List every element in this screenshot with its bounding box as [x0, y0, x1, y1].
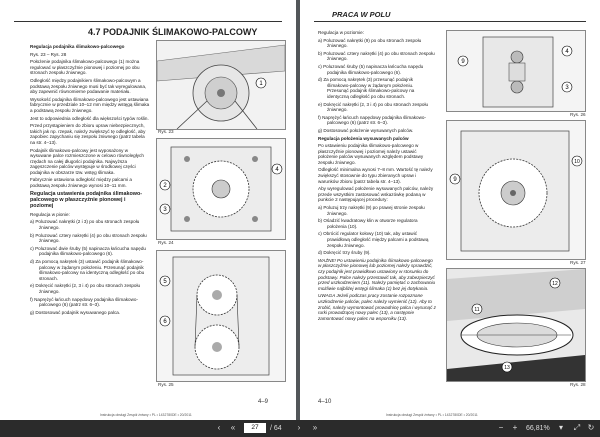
svg-text:9: 9 [461, 59, 465, 65]
svg-text:5: 5 [163, 279, 167, 285]
step: c) Poluzować dwie śruby (5) napinacza łańcucha napędu podajnika ślimakowo-palcowego (6). [30, 245, 146, 257]
step: a) Poluzować nakrętki (9) po obu stronach zespołu żniwnego. [318, 37, 422, 49]
left-page [0, 0, 296, 420]
paragraph: Wysokość podajnika ślimakowo-palcowego jest ustawiana fabrycznie w przedziale 10–12 mm między wstęgą ślimaka a podstawą zespołu żniwnego. [30, 96, 150, 113]
figure-25 [156, 250, 286, 382]
figure-caption: Rys. 26 [570, 112, 586, 117]
paragraph: Jest to odpowiednia odległość dla większości typów roślin. [30, 115, 149, 121]
section-title: 4.7 PODAJNIK ŚLIMAKOWO-PALCOWY [88, 27, 258, 37]
step: f) Naprężyć łańcuch napędowy podajnika ślimakowo-palcowego (6) (patrz str. 6–3). [30, 296, 139, 308]
zoom-dropdown-icon[interactable]: ▾ [558, 423, 563, 432]
svg-text:12: 12 [552, 281, 558, 287]
step: d) Dokręcić trzy śruby (9). [318, 250, 371, 256]
step: a) Poluzować nakrętki (2 i 3) po obu stronach zespołu żniwnego. [30, 219, 140, 231]
step: g) Dostosować podajnik wysuwanego palca. [30, 309, 121, 315]
step: a) Poluzuj trzy nakrętki (9) po prawej stronie zespołu żniwnego. [318, 205, 425, 216]
right-page [300, 0, 600, 420]
figure-23 [156, 40, 286, 130]
figure-reference: Rys. 23 – Rys. 28 [30, 51, 67, 57]
zoom-in-icon[interactable]: + [512, 423, 518, 432]
page-total: / 64 [270, 425, 282, 432]
next-page-icon[interactable]: › [297, 423, 301, 432]
previous-page-icon[interactable]: ‹ [217, 423, 221, 432]
step: g) Dostosować położenie wysuwanych palców. [318, 127, 414, 133]
step: b) Poluzować cztery nakrętki (4) po obu stronach zespołu żniwnego. [318, 50, 435, 62]
subheading-palce: Regulacja położenia wysuwanych palców [318, 135, 409, 141]
svg-text:1: 1 [259, 81, 263, 87]
zoom-level[interactable]: 66,81% [526, 425, 550, 432]
figure-caption: Rys. 28 [570, 382, 586, 387]
pdf-toolbar [0, 420, 600, 437]
figure-caption: Rys. 23 [158, 129, 174, 134]
paragraph: Odległość minimalna wynosi 7–8 mm. Wartość tę należy zwiększyć stosownie do typu zbieranych upraw i warunków zbioru (patrz tabela str. 4–13). [318, 167, 433, 184]
page-number: 4–10 [318, 399, 332, 405]
step: d) Za pomocą nakrętek (3) przesunąć podajnik ślimakowo-palcowy w żądanym położeniu. Przesunąć podajnik ślimakowo-palcowy na identyczną odległość po obu stronach. [318, 77, 415, 99]
svg-text:3: 3 [565, 85, 569, 91]
subheading-pion-poziom: Regulacja ustawienia podajnika ślimakowo-palcowego w płaszczyźnie pionowej i poziomej [30, 190, 143, 210]
step: c) Obrócić regulator kołowy (10) tak, aby ustawić prawidłową odległość między palcami a podstawą zespołu żniwnego. [318, 231, 429, 248]
header-rule [14, 21, 282, 22]
figure-26 [446, 30, 586, 112]
svg-text:6: 6 [163, 319, 167, 325]
paragraph: Aby wyregulować położenie wysuwanych palców, należy przede wszystkim zastosować wskazówkę podaną w punkcie 2 następującej procedury: [318, 186, 434, 203]
right-text-column [318, 30, 436, 323]
step: e) Dokręcić nakrętki (2, 3 i 4) po obu stronach zespołu żniwnego. [318, 101, 429, 113]
first-page-icon[interactable]: « [230, 423, 236, 432]
step: e) Dokręcić nakrętki (2, 3 i 4) po obu stronach zespołu żniwnego. [30, 283, 141, 294]
svg-text:2: 2 [163, 183, 167, 189]
page-number: 4–9 [258, 399, 269, 405]
step: f) Naprężyć łańcuch napędowy podajnika ślimakowo-palcowego (6) (patrz str. 6–3). [318, 114, 427, 126]
paragraph: Podajnik ślimakowo-palcowy jest wyposażony w wysuwane palce rozmieszczone w celowo równoległych rzędach na całej długości podajnika. Najwyższa zagęszczenie palców występuje w środkowej części podajnika w obszarze tzw. wstęg ślimaka. [30, 147, 144, 175]
figure-caption: Rys. 24 [158, 240, 174, 245]
paragraph: Fabrycznie ustawiona odległość między palcami a podstawą zespołu żniwnego wynosi 10–11 mm. [30, 177, 132, 189]
figure-27 [446, 120, 586, 260]
step: b) Ośadzić kwadratowy klin w otworze regulatora położenia (10). [318, 218, 418, 229]
header-rule [314, 21, 586, 22]
svg-text:4: 4 [565, 49, 569, 55]
paragraph: Położenie podajnika ślimakowo-palcowego (1) można regulować w płaszczyźnie pionowej i poziomej po obu stronach zespołu żniwnego. [30, 59, 140, 76]
page-footer: Instrukcja obsługi Zespół żniwny • PL • 1432780DE • 20/2011 [100, 413, 192, 417]
rotate-icon[interactable]: ↻ [587, 423, 595, 432]
svg-text:13: 13 [504, 365, 510, 371]
figure-28 [446, 268, 586, 382]
intro: Regulacja w pionie: [30, 211, 70, 217]
subheading-regulacja: Regulacja podajnika ślimakowo-palcowego [30, 44, 125, 49]
figure-24 [156, 138, 286, 240]
page-number-input[interactable]: 27 [244, 423, 266, 433]
page-footer: Instrukcja obsługi Zespół żniwny • PL • 1432780DE • 20/2011 [386, 413, 478, 417]
paragraph: Po ustawieniu podajnika ślimakowo-palcowego w płaszczyźnie pionowej i poziomej należy ustawić położenie palców wysuwanych względem podstawy zespołu żniwnego. [318, 143, 424, 165]
page-header: PRACA W POLU [332, 10, 391, 19]
step: c) Poluzować śruby (5) napinacza łańcucha napędu podajnika ślimakowo-palcowego (6). [318, 63, 424, 75]
figure-caption: Rys. 25 [158, 382, 174, 387]
svg-text:4: 4 [275, 167, 279, 173]
svg-text:3: 3 [163, 207, 167, 213]
figure-caption: Rys. 27 [570, 260, 586, 265]
svg-text:10: 10 [574, 159, 580, 165]
step: d) Za pomocą nakrętek (3) ustawić podajnik ślimakowo-palcowy w żądanym położeniu. Przesunąć podajnik ślimakowo-palcowy na identyczną odległość po obu stronach. [30, 259, 145, 281]
left-text-column [30, 44, 150, 317]
intro: Regulacja w poziomie: [318, 30, 364, 35]
paragraph: Odległość między podajnikiem ślimakowo-palcowym a podstawą zespołu żniwnego musi być tak wyregulowana, aby zapewnić równomierne podawanie materiału. [30, 77, 147, 95]
svg-text:11: 11 [474, 307, 480, 313]
note-wazne: WAŻNE! Po ustawieniu podajnika ślimakowo-palcowego w płaszczyźnie pionowej lub poziomej należy sprawdzić, czy podajnik jest prawidłowo ustawiony w stosunku do podstawy. Palce należy przestawić tak, aby zabezpieczyć przed uszkodzeniem (11). Należy pamiętać o zachowaniu możliwie najbliżej wstęgi ślimaka (1) bez jej dotykania. [318, 257, 436, 291]
fit-page-icon[interactable]: ⤢ [573, 423, 581, 432]
note-uwaga: UWAGA Jeżeli podczas pracy zostanie rozpoznane uszkodzenie palców, palec należy wymienić (12). Aby to zrobić, należy wymontować prowadnicę palca i wysunąć z rurki prowadzącej nowy palec (13), a następnie zamontować nowy palec na wsporniku (13). [318, 293, 436, 321]
zoom-out-icon[interactable]: − [498, 423, 504, 432]
svg-text:9: 9 [453, 177, 457, 183]
step: b) Poluzować cztery nakrętki (4) po obu stronach zespołu żniwnego. [30, 232, 147, 244]
last-page-icon[interactable]: » [312, 423, 318, 432]
paragraph: Przed przystąpieniem do zbioru upraw niebezpiecznych, takich jak np. rzepak, należy zwiększyć tę odległość, aby zapobiec zapychaniu się zespołu żniwnego (patrz tabela na str. 4–13). [30, 123, 146, 145]
